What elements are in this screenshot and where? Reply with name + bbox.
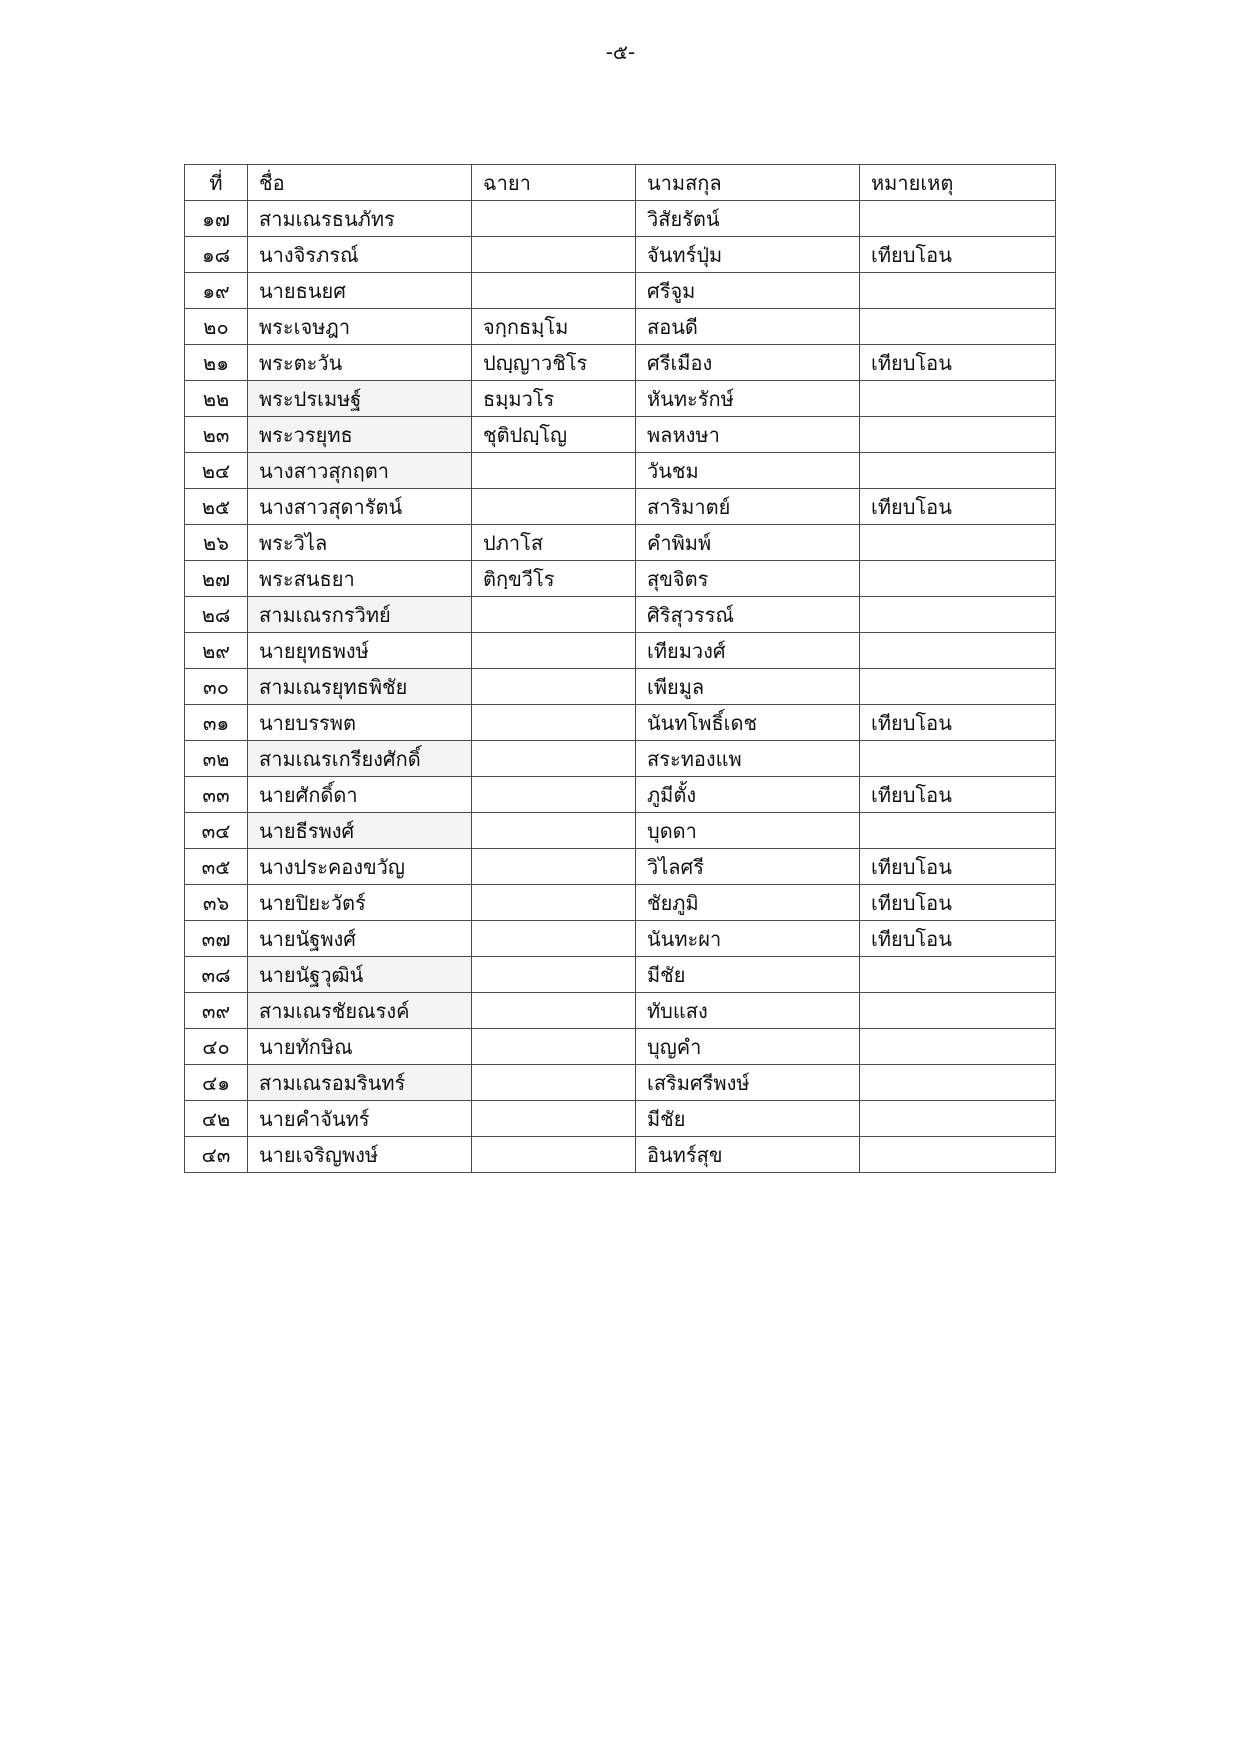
row-surname: เสริมศรีพงษ์: [636, 1065, 860, 1101]
roster-body: [185, 201, 1056, 1173]
row-name: นายธนยศ: [248, 273, 472, 309]
row-name: สามเณรอมรินทร์: [248, 1065, 472, 1101]
row-alias: [472, 885, 636, 921]
row-alias: [472, 1101, 636, 1137]
row-note: [860, 813, 1056, 849]
row-note: เทียบโอน: [860, 777, 1056, 813]
row-surname: มีชัย: [636, 1101, 860, 1137]
table-row: [185, 849, 1056, 885]
row-note: เทียบโอน: [860, 705, 1056, 741]
header-note: หมายเหตุ: [860, 165, 1056, 201]
table-header-row: [185, 165, 1056, 201]
row-alias: [472, 669, 636, 705]
row-alias: [472, 777, 636, 813]
table-row: [185, 921, 1056, 957]
table-row: [185, 273, 1056, 309]
row-surname: คำพิมพ์: [636, 525, 860, 561]
row-alias: [472, 993, 636, 1029]
row-note: เทียบโอน: [860, 345, 1056, 381]
row-note: [860, 201, 1056, 237]
row-note: [860, 309, 1056, 345]
row-alias: ปญฺญาวชิโร: [472, 345, 636, 381]
row-number: ๔๐: [185, 1029, 248, 1065]
row-alias: [472, 957, 636, 993]
row-number: ๒๑: [185, 345, 248, 381]
table-row: [185, 885, 1056, 921]
table-row: [185, 489, 1056, 525]
row-number: ๓๐: [185, 669, 248, 705]
row-number: ๓๘: [185, 957, 248, 993]
row-note: เทียบโอน: [860, 489, 1056, 525]
header-no: ที่: [185, 165, 248, 201]
row-note: [860, 1029, 1056, 1065]
row-name: นายธีรพงศ์: [248, 813, 472, 849]
row-name: พระวิไล: [248, 525, 472, 561]
table-row: [185, 777, 1056, 813]
row-alias: [472, 633, 636, 669]
row-number: ๓๒: [185, 741, 248, 777]
row-surname: วิไลศรี: [636, 849, 860, 885]
row-number: ๒๘: [185, 597, 248, 633]
row-name: นายทักษิณ: [248, 1029, 472, 1065]
row-number: ๓๓: [185, 777, 248, 813]
row-alias: [472, 489, 636, 525]
row-surname: เพียมูล: [636, 669, 860, 705]
row-number: ๒๗: [185, 561, 248, 597]
row-alias: [472, 705, 636, 741]
row-surname: เทียมวงศ์: [636, 633, 860, 669]
row-alias: ชุติปญฺโญ: [472, 417, 636, 453]
row-number: ๒๙: [185, 633, 248, 669]
row-alias: [472, 813, 636, 849]
row-number: ๑๗: [185, 201, 248, 237]
row-alias: ปภาโส: [472, 525, 636, 561]
row-name: พระสนธยา: [248, 561, 472, 597]
table-row: [185, 633, 1056, 669]
table-row: [185, 309, 1056, 345]
row-note: [860, 1065, 1056, 1101]
row-surname: ศรีเมือง: [636, 345, 860, 381]
row-name: นายเจริญพงษ์: [248, 1137, 472, 1173]
row-surname: สอนดี: [636, 309, 860, 345]
row-alias: [472, 201, 636, 237]
row-name: นางสาวสุกฤตา: [248, 453, 472, 489]
row-surname: อินทร์สุข: [636, 1137, 860, 1173]
row-name: พระวรยุทธ: [248, 417, 472, 453]
row-name: นางสาวสุดารัตน์: [248, 489, 472, 525]
row-alias: ติกฺขวีโร: [472, 561, 636, 597]
row-alias: [472, 741, 636, 777]
row-alias: [472, 1137, 636, 1173]
row-alias: [472, 849, 636, 885]
table-row: [185, 453, 1056, 489]
row-note: [860, 561, 1056, 597]
row-note: [860, 669, 1056, 705]
row-surname: ภูมีตั้ง: [636, 777, 860, 813]
row-note: [860, 1101, 1056, 1137]
table-row: [185, 381, 1056, 417]
row-surname: สระทองแพ: [636, 741, 860, 777]
row-note: [860, 1137, 1056, 1173]
row-alias: จกฺกธมฺโม: [472, 309, 636, 345]
row-name: พระตะวัน: [248, 345, 472, 381]
row-number: ๒๖: [185, 525, 248, 561]
row-name: นางจิรภรณ์: [248, 237, 472, 273]
row-number: ๒๕: [185, 489, 248, 525]
row-surname: วันชม: [636, 453, 860, 489]
row-name: นางประคองขวัญ: [248, 849, 472, 885]
row-note: เทียบโอน: [860, 237, 1056, 273]
row-number: ๒๐: [185, 309, 248, 345]
row-surname: บุญคำ: [636, 1029, 860, 1065]
row-number: ๓๑: [185, 705, 248, 741]
row-surname: ทับแสง: [636, 993, 860, 1029]
row-name: นายนัฐวุฒิน์: [248, 957, 472, 993]
table-row: [185, 741, 1056, 777]
row-alias: [472, 1029, 636, 1065]
row-note: [860, 957, 1056, 993]
row-surname: พลหงษา: [636, 417, 860, 453]
row-note: เทียบโอน: [860, 921, 1056, 957]
row-surname: ชัยภูมิ: [636, 885, 860, 921]
row-name: สามเณรกรวิทย์: [248, 597, 472, 633]
table-row: [185, 957, 1056, 993]
row-number: ๒๓: [185, 417, 248, 453]
row-number: ๑๙: [185, 273, 248, 309]
header-alias: ฉายา: [472, 165, 636, 201]
table-row: [185, 705, 1056, 741]
row-name: นายนัฐพงศ์: [248, 921, 472, 957]
row-note: [860, 417, 1056, 453]
row-note: [860, 381, 1056, 417]
row-name: นายยุทธพงษ์: [248, 633, 472, 669]
row-name: สามเณรธนภัทร: [248, 201, 472, 237]
row-alias: [472, 1065, 636, 1101]
row-name: นายบรรพต: [248, 705, 472, 741]
row-note: [860, 273, 1056, 309]
table-row: [185, 1101, 1056, 1137]
row-note: [860, 597, 1056, 633]
row-number: ๓๙: [185, 993, 248, 1029]
row-number: ๓๖: [185, 885, 248, 921]
row-surname: หันทะรักษ์: [636, 381, 860, 417]
row-surname: วิสัยรัตน์: [636, 201, 860, 237]
row-surname: สุขจิตร: [636, 561, 860, 597]
table-row: [185, 669, 1056, 705]
row-note: เทียบโอน: [860, 849, 1056, 885]
row-surname: สาริมาตย์: [636, 489, 860, 525]
row-name: นายศักดิ์ดา: [248, 777, 472, 813]
row-number: ๓๕: [185, 849, 248, 885]
row-surname: บุดดา: [636, 813, 860, 849]
row-number: ๔๓: [185, 1137, 248, 1173]
row-name: สามเณรยุทธพิชัย: [248, 669, 472, 705]
row-number: ๔๒: [185, 1101, 248, 1137]
header-name: ชื่อ: [248, 165, 472, 201]
row-name: พระเจษฎา: [248, 309, 472, 345]
row-alias: [472, 453, 636, 489]
row-surname: ศรีจูม: [636, 273, 860, 309]
table-row: [185, 525, 1056, 561]
table-row: [185, 237, 1056, 273]
roster-table: [184, 164, 1056, 1173]
page-number: -๕-: [605, 40, 636, 64]
row-number: ๓๗: [185, 921, 248, 957]
row-alias: [472, 597, 636, 633]
table-row: [185, 813, 1056, 849]
row-number: ๒๔: [185, 453, 248, 489]
table-row: [185, 1029, 1056, 1065]
row-number: ๒๒: [185, 381, 248, 417]
row-note: [860, 525, 1056, 561]
row-note: [860, 741, 1056, 777]
row-surname: นันทะผา: [636, 921, 860, 957]
table-row: [185, 1065, 1056, 1101]
row-alias: ธมฺมวโร: [472, 381, 636, 417]
row-name: พระปรเมษฐ์: [248, 381, 472, 417]
row-name: สามเณรชัยณรงค์: [248, 993, 472, 1029]
row-alias: [472, 273, 636, 309]
row-number: ๑๘: [185, 237, 248, 273]
row-name: นายปิยะวัตร์: [248, 885, 472, 921]
row-alias: [472, 921, 636, 957]
table-row: [185, 993, 1056, 1029]
table-row: [185, 201, 1056, 237]
table-row: [185, 345, 1056, 381]
row-number: ๓๔: [185, 813, 248, 849]
row-surname: จันทร์ปุ่ม: [636, 237, 860, 273]
row-name: นายคำจันทร์: [248, 1101, 472, 1137]
header-surname: นามสกุล: [636, 165, 860, 201]
row-alias: [472, 237, 636, 273]
row-number: ๔๑: [185, 1065, 248, 1101]
row-surname: มีชัย: [636, 957, 860, 993]
row-surname: ศิริสุวรรณ์: [636, 597, 860, 633]
row-name: สามเณรเกรียงศักดิ์: [248, 741, 472, 777]
row-note: [860, 453, 1056, 489]
table-row: [185, 597, 1056, 633]
row-note: เทียบโอน: [860, 885, 1056, 921]
row-note: [860, 993, 1056, 1029]
table-row: [185, 1137, 1056, 1173]
row-note: [860, 633, 1056, 669]
row-surname: นันทโพธิ์เดช: [636, 705, 860, 741]
table-row: [185, 417, 1056, 453]
table-row: [185, 561, 1056, 597]
